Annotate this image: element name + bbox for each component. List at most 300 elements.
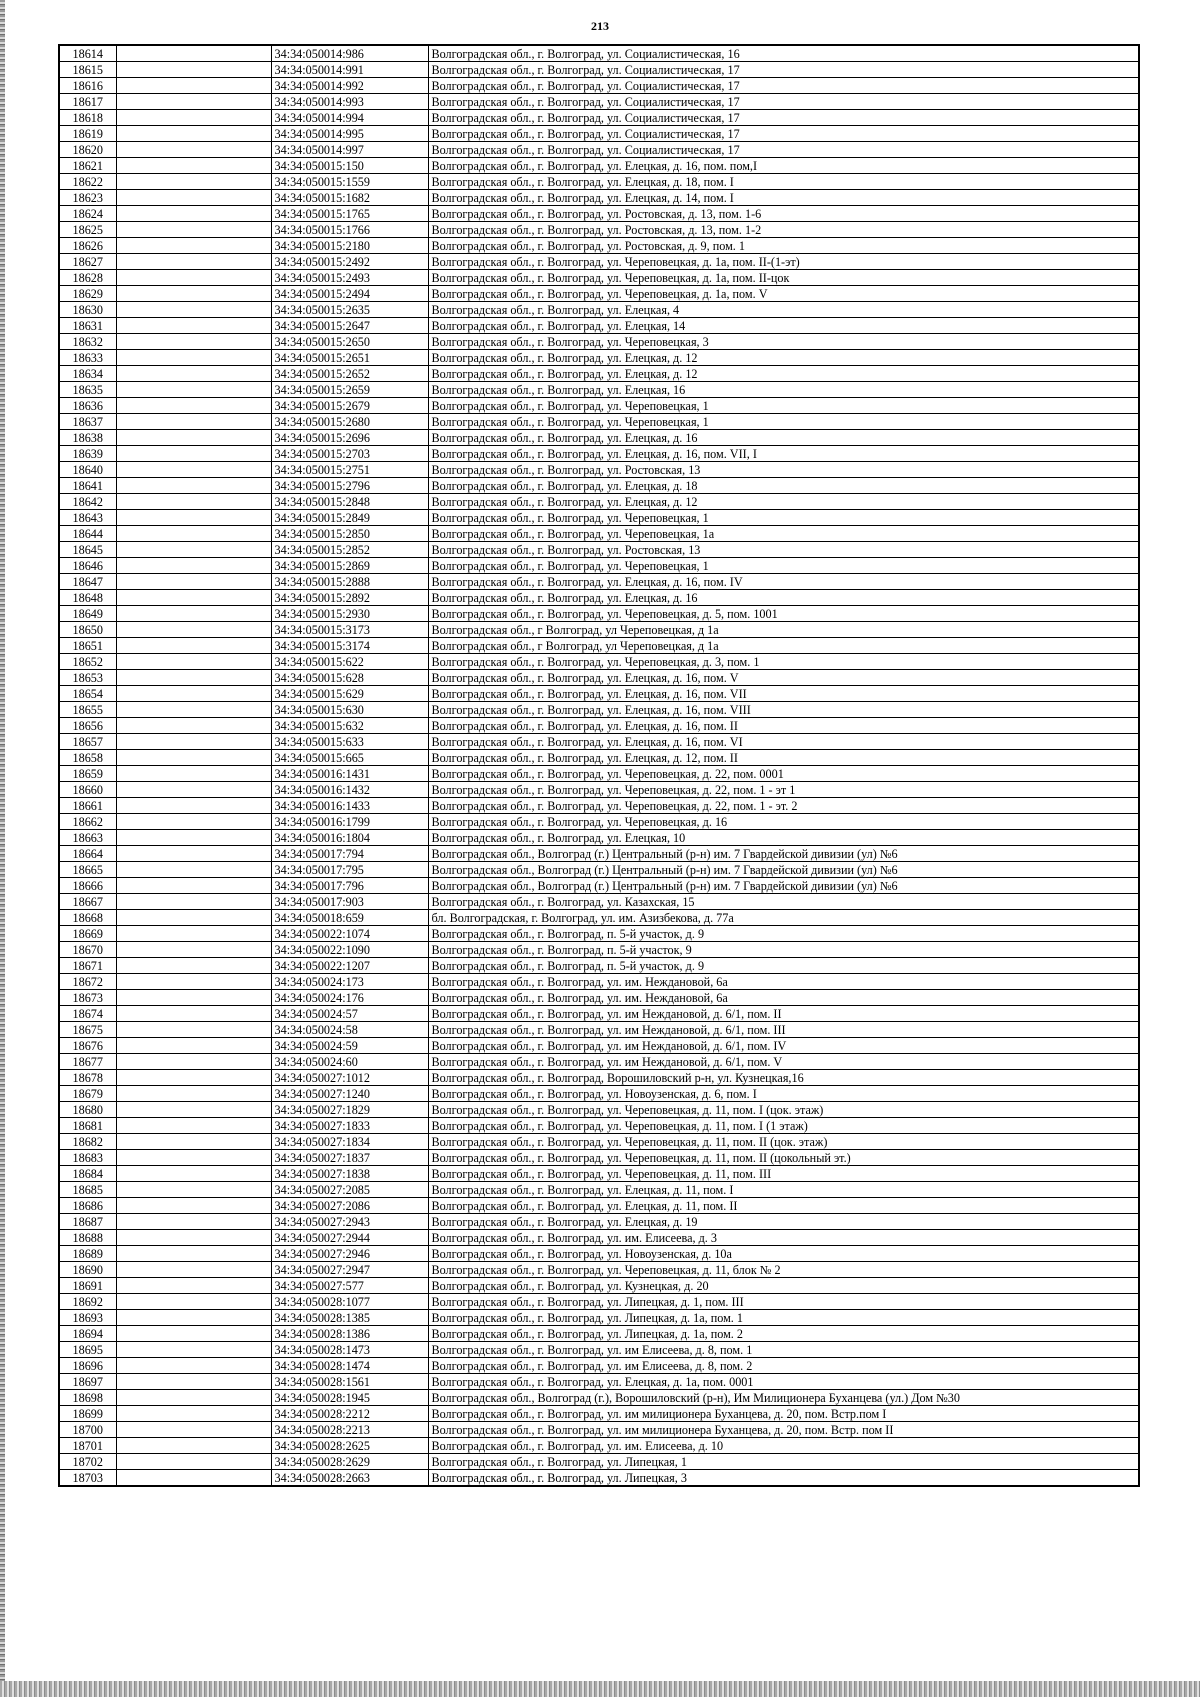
blank-cell [116,798,271,814]
row-number-cell: 18667 [59,894,116,910]
row-number-cell: 18644 [59,526,116,542]
cadastral-number-cell: 34:34:050015:3174 [271,638,428,654]
cadastral-number-cell: 34:34:050027:2947 [271,1262,428,1278]
row-number-cell: 18697 [59,1374,116,1390]
blank-cell [116,78,271,94]
blank-cell [116,1054,271,1070]
address-cell: Волгоградская обл., г. Волгоград, ул. Елецкая, 14 [428,318,1139,334]
row-number-cell: 18646 [59,558,116,574]
table-row [59,478,1139,494]
blank-cell [116,670,271,686]
cadastral-number-cell: 34:34:050015:2849 [271,510,428,526]
address-cell: Волгоградская обл., г. Волгоград, ул. Ростовская, д. 9, пом. 1 [428,238,1139,254]
blank-cell [116,254,271,270]
address-cell: Волгоградская обл., г. Волгоград, ул. Елецкая, д. 16 [428,430,1139,446]
address-cell: Волгоградская обл., г. Волгоград, ул. Елецкая, д. 18 [428,478,1139,494]
row-number-cell: 18641 [59,478,116,494]
blank-cell [116,126,271,142]
table-row [59,526,1139,542]
table-row [59,45,1139,62]
blank-cell [116,1454,271,1470]
blank-cell [116,846,271,862]
row-number-cell: 18670 [59,942,116,958]
blank-cell [116,1214,271,1230]
row-number-cell: 18694 [59,1326,116,1342]
cadastral-number-cell: 34:34:050024:173 [271,974,428,990]
table-row [59,814,1139,830]
address-cell: Волгоградская обл., г. Волгоград, ул. Елецкая, д. 11, пом. II [428,1198,1139,1214]
cadastral-number-cell: 34:34:050016:1432 [271,782,428,798]
cadastral-number-cell: 34:34:050015:1682 [271,190,428,206]
table-row [59,110,1139,126]
blank-cell [116,958,271,974]
address-cell: Волгоградская обл., г. Волгоград, ул. Липецкая, д. 1, пом. III [428,1294,1139,1310]
blank-cell [116,814,271,830]
blank-cell [116,574,271,590]
address-cell: Волгоградская обл., г. Волгоград, ул. Череповецкая, 1 [428,398,1139,414]
address-cell: Волгоградская обл., г. Волгоград, ул. Елецкая, д. 12 [428,350,1139,366]
row-number-cell: 18689 [59,1246,116,1262]
table-row [59,574,1139,590]
table-row [59,622,1139,638]
address-cell: Волгоградская обл., г. Волгоград, ул. Липецкая, 3 [428,1470,1139,1487]
row-number-cell: 18703 [59,1470,116,1487]
row-number-cell: 18680 [59,1102,116,1118]
address-cell: Волгоградская обл., г. Волгоград, ул. Ростовская, д. 13, пом. 1-6 [428,206,1139,222]
row-number-cell: 18631 [59,318,116,334]
address-cell: Волгоградская обл., г. Волгоград, ул. Череповецкая, д. 1а, пом. II-цок [428,270,1139,286]
address-cell: Волгоградская обл., г. Волгоград, ул. им. Елисеева, д. 10 [428,1438,1139,1454]
row-number-cell: 18639 [59,446,116,462]
blank-cell [116,430,271,446]
row-number-cell: 18642 [59,494,116,510]
table-row [59,1342,1139,1358]
row-number-cell: 18643 [59,510,116,526]
row-number-cell: 18677 [59,1054,116,1070]
cadastral-number-cell: 34:34:050015:2647 [271,318,428,334]
cadastral-number-cell: 34:34:050027:1012 [271,1070,428,1086]
cadastral-number-cell: 34:34:050027:1240 [271,1086,428,1102]
address-cell: Волгоградская обл., г. Волгоград, ул. Елецкая, д. 11, пом. I [428,1182,1139,1198]
blank-cell [116,270,271,286]
cadastral-number-cell: 34:34:050014:991 [271,62,428,78]
cadastral-number-cell: 34:34:050027:2946 [271,1246,428,1262]
row-number-cell: 18682 [59,1134,116,1150]
table-row [59,1150,1139,1166]
blank-cell [116,190,271,206]
row-number-cell: 18616 [59,78,116,94]
table-row [59,190,1139,206]
blank-cell [116,1102,271,1118]
address-cell: Волгоградская обл., г. Волгоград, ул. Липецкая, 1 [428,1454,1139,1470]
table-row [59,926,1139,942]
cadastral-number-cell: 34:34:050015:2492 [271,254,428,270]
cadastral-number-cell: 34:34:050028:2629 [271,1454,428,1470]
table-row [59,270,1139,286]
cadastral-number-cell: 34:34:050017:795 [271,862,428,878]
address-cell: Волгоградская обл., г. Волгоград, ул. Новоузенская, д. 10а [428,1246,1139,1262]
address-cell: Волгоградская обл., г. Волгоград, ул. Череповецкая, д. 16 [428,814,1139,830]
cadastral-number-cell: 34:34:050015:2892 [271,590,428,606]
table-row [59,350,1139,366]
cadastral-number-cell: 34:34:050027:1834 [271,1134,428,1150]
cadastral-number-cell: 34:34:050028:2213 [271,1422,428,1438]
blank-cell [116,45,271,62]
table-row [59,878,1139,894]
blank-cell [116,702,271,718]
cadastral-number-cell: 34:34:050015:630 [271,702,428,718]
table-row [59,1006,1139,1022]
cadastral-number-cell: 34:34:050015:1765 [271,206,428,222]
cadastral-number-cell: 34:34:050016:1433 [271,798,428,814]
cadastral-number-cell: 34:34:050015:2680 [271,414,428,430]
address-cell: Волгоградская обл., г. Волгоград, ул. Елецкая, д. 12, пом. II [428,750,1139,766]
row-number-cell: 18656 [59,718,116,734]
row-number-cell: 18636 [59,398,116,414]
address-cell: Волгоградская обл., г. Волгоград, ул. Елецкая, 16 [428,382,1139,398]
blank-cell [116,622,271,638]
blank-cell [116,206,271,222]
blank-cell [116,638,271,654]
address-cell: Волгоградская обл., г. Волгоград, ул. Елецкая, д. 16, пом. VIII [428,702,1139,718]
table-row [59,1070,1139,1086]
blank-cell [116,830,271,846]
address-cell: Волгоградская обл., г. Волгоград, ул. Ростовская, 13 [428,542,1139,558]
cadastral-number-cell: 34:34:050015:629 [271,686,428,702]
row-number-cell: 18648 [59,590,116,606]
table-row [59,1198,1139,1214]
table-row [59,542,1139,558]
row-number-cell: 18692 [59,1294,116,1310]
table-row [59,94,1139,110]
row-number-cell: 18660 [59,782,116,798]
row-number-cell: 18662 [59,814,116,830]
address-cell: бл. Волгоградская, г. Волгоград, ул. им. Азизбекова, д. 77а [428,910,1139,926]
blank-cell [116,990,271,1006]
address-cell: Волгоградская обл., г. Волгоград, ул. Елецкая, д. 16 [428,590,1139,606]
cadastral-number-cell: 34:34:050015:150 [271,158,428,174]
cadastral-number-cell: 34:34:050015:1766 [271,222,428,238]
address-cell: Волгоградская обл., г. Волгоград, ул. им Елисеева, д. 8, пом. 2 [428,1358,1139,1374]
address-cell: Волгоградская обл., г. Волгоград, ул. Череповецкая, д. 22, пом. 0001 [428,766,1139,782]
address-cell: Волгоградская обл., г. Волгоград, ул. Социалистическая, 17 [428,126,1139,142]
row-number-cell: 18655 [59,702,116,718]
cadastral-number-cell: 34:34:050016:1431 [271,766,428,782]
blank-cell [116,142,271,158]
table-row [59,1038,1139,1054]
blank-cell [116,1470,271,1487]
cadastral-number-cell: 34:34:050015:2850 [271,526,428,542]
scan-edge-left [0,0,5,1697]
blank-cell [116,1246,271,1262]
row-number-cell: 18620 [59,142,116,158]
cadastral-number-cell: 34:34:050027:1838 [271,1166,428,1182]
row-number-cell: 18702 [59,1454,116,1470]
row-number-cell: 18663 [59,830,116,846]
table-row [59,414,1139,430]
table-row [59,1086,1139,1102]
blank-cell [116,1358,271,1374]
row-number-cell: 18638 [59,430,116,446]
row-number-cell: 18645 [59,542,116,558]
property-table [58,44,1140,1487]
row-number-cell: 18651 [59,638,116,654]
blank-cell [116,350,271,366]
cadastral-number-cell: 34:34:050015:2651 [271,350,428,366]
address-cell: Волгоградская обл., г. Волгоград, ул. Социалистическая, 17 [428,142,1139,158]
blank-cell [116,1342,271,1358]
address-cell: Волгоградская обл., Волгоград (г.) Центральный (р-н) им. 7 Гвардейской дивизии (ул) №6 [428,846,1139,862]
blank-cell [116,1118,271,1134]
table-row [59,382,1139,398]
address-cell: Волгоградская обл., г. Волгоград, Ворошиловский р-н, ул. Кузнецкая,16 [428,1070,1139,1086]
table-row [59,958,1139,974]
address-cell: Волгоградская обл., г. Волгоград, ул. Елецкая, д. 18, пом. I [428,174,1139,190]
table-row [59,1422,1139,1438]
address-cell: Волгоградская обл., г. Волгоград, ул. Череповецкая, д. 11, блок № 2 [428,1262,1139,1278]
row-number-cell: 18618 [59,110,116,126]
blank-cell [116,1406,271,1422]
table-row [59,1262,1139,1278]
address-cell: Волгоградская обл., Волгоград (г.) Центральный (р-н) им. 7 Гвардейской дивизии (ул) №6 [428,862,1139,878]
address-cell: Волгоградская обл., г. Волгоград, ул. Елецкая, 4 [428,302,1139,318]
cadastral-number-cell: 34:34:050014:993 [271,94,428,110]
blank-cell [116,1086,271,1102]
row-number-cell: 18629 [59,286,116,302]
address-cell: Волгоградская обл., г. Волгоград, ул. Череповецкая, 1 [428,558,1139,574]
table-row [59,334,1139,350]
row-number-cell: 18627 [59,254,116,270]
table-row [59,990,1139,1006]
address-cell: Волгоградская обл., г. Волгоград, ул. Череповецкая, 3 [428,334,1139,350]
table-row [59,1230,1139,1246]
row-number-cell: 18624 [59,206,116,222]
cadastral-number-cell: 34:34:050014:995 [271,126,428,142]
address-cell: Волгоградская обл., г. Волгоград, ул. Социалистическая, 17 [428,62,1139,78]
blank-cell [116,446,271,462]
cadastral-number-cell: 34:34:050028:1561 [271,1374,428,1390]
blank-cell [116,62,271,78]
blank-cell [116,686,271,702]
address-cell: Волгоградская обл., г. Волгоград, ул. Елецкая, д. 12 [428,494,1139,510]
row-number-cell: 18649 [59,606,116,622]
address-cell: Волгоградская обл., г. Волгоград, ул. им. Елисеева, д. 3 [428,1230,1139,1246]
cadastral-number-cell: 34:34:050017:903 [271,894,428,910]
blank-cell [116,926,271,942]
cadastral-number-cell: 34:34:050024:58 [271,1022,428,1038]
table-row [59,158,1139,174]
address-cell: Волгоградская обл., г. Волгоград, ул. Череповецкая, д. 11, пом. I (1 этаж) [428,1118,1139,1134]
address-cell: Волгоградская обл., г. Волгоград, ул. Череповецкая, 1 [428,510,1139,526]
row-number-cell: 18650 [59,622,116,638]
cadastral-number-cell: 34:34:050015:2659 [271,382,428,398]
address-cell: Волгоградская обл., г. Волгоград, ул. им Неждановой, д. 6/1, пом. V [428,1054,1139,1070]
cadastral-number-cell: 34:34:050024:176 [271,990,428,1006]
cadastral-number-cell: 34:34:050015:2679 [271,398,428,414]
cadastral-number-cell: 34:34:050024:60 [271,1054,428,1070]
row-number-cell: 18695 [59,1342,116,1358]
blank-cell [116,1166,271,1182]
table-row [59,1406,1139,1422]
table-row [59,1470,1139,1487]
blank-cell [116,766,271,782]
table-row [59,734,1139,750]
blank-cell [116,1294,271,1310]
table-row [59,590,1139,606]
row-number-cell: 18654 [59,686,116,702]
row-number-cell: 18626 [59,238,116,254]
cadastral-number-cell: 34:34:050015:2751 [271,462,428,478]
table-row [59,174,1139,190]
cadastral-number-cell: 34:34:050015:2852 [271,542,428,558]
address-cell: Волгоградская обл., г. Волгоград, ул. Новоузенская, д. 6, пом. I [428,1086,1139,1102]
table-row [59,830,1139,846]
cadastral-number-cell: 34:34:050022:1207 [271,958,428,974]
page-number: 213 [591,19,609,33]
row-number-cell: 18614 [59,45,116,62]
blank-cell [116,1182,271,1198]
blank-cell [116,510,271,526]
cadastral-number-cell: 34:34:050024:59 [271,1038,428,1054]
cadastral-number-cell: 34:34:050027:2085 [271,1182,428,1198]
table-row [59,718,1139,734]
row-number-cell: 18630 [59,302,116,318]
address-cell: Волгоградская обл., г. Волгоград, ул. Ростовская, 13 [428,462,1139,478]
blank-cell [116,174,271,190]
table-row [59,318,1139,334]
row-number-cell: 18675 [59,1022,116,1038]
blank-cell [116,286,271,302]
cadastral-number-cell: 34:34:050015:2703 [271,446,428,462]
row-number-cell: 18672 [59,974,116,990]
blank-cell [116,1374,271,1390]
table-row [59,654,1139,670]
table-row [59,766,1139,782]
row-number-cell: 18700 [59,1422,116,1438]
row-number-cell: 18625 [59,222,116,238]
row-number-cell: 18658 [59,750,116,766]
blank-cell [116,382,271,398]
blank-cell [116,1422,271,1438]
blank-cell [116,1006,271,1022]
address-cell: Волгоградская обл., г. Волгоград, ул. Липецкая, д. 1а, пом. 2 [428,1326,1139,1342]
table-row [59,606,1139,622]
blank-cell [116,910,271,926]
table-row [59,702,1139,718]
row-number-cell: 18617 [59,94,116,110]
address-cell: Волгоградская обл., г. Волгоград, ул. Череповецкая, д. 1а, пом. V [428,286,1139,302]
table-row [59,446,1139,462]
blank-cell [116,894,271,910]
cadastral-number-cell: 34:34:050015:2493 [271,270,428,286]
address-cell: Волгоградская обл., г. Волгоград, ул. Елецкая, д. 16, пом. IV [428,574,1139,590]
row-number-cell: 18701 [59,1438,116,1454]
cadastral-number-cell: 34:34:050028:1385 [271,1310,428,1326]
blank-cell [116,478,271,494]
row-number-cell: 18673 [59,990,116,1006]
address-cell: Волгоградская обл., г. Волгоград, ул. Елецкая, д. 16, пом. пом,I [428,158,1139,174]
table-row [59,366,1139,382]
address-cell: Волгоградская обл., г. Волгоград, ул. Череповецкая, д. 11, пом. III [428,1166,1139,1182]
row-number-cell: 18635 [59,382,116,398]
row-number-cell: 18669 [59,926,116,942]
address-cell: Волгоградская обл., г. Волгоград, ул. Череповецкая, д. 3, пом. 1 [428,654,1139,670]
cadastral-number-cell: 34:34:050014:994 [271,110,428,126]
row-number-cell: 18678 [59,1070,116,1086]
row-number-cell: 18633 [59,350,116,366]
blank-cell [116,1134,271,1150]
cadastral-number-cell: 34:34:050024:57 [271,1006,428,1022]
cadastral-number-cell: 34:34:050015:2696 [271,430,428,446]
row-number-cell: 18621 [59,158,116,174]
blank-cell [116,462,271,478]
cadastral-number-cell: 34:34:050028:1386 [271,1326,428,1342]
cadastral-number-cell: 34:34:050028:1474 [271,1358,428,1374]
address-cell: Волгоградская обл., г. Волгоград, ул. Елецкая, д. 14, пом. I [428,190,1139,206]
address-cell: Волгоградская обл., г. Волгоград, ул. Казахская, 15 [428,894,1139,910]
row-number-cell: 18684 [59,1166,116,1182]
address-cell: Волгоградская обл., г. Волгоград, ул. им милиционера Буханцева, д. 20, пом. Встр. пом II [428,1422,1139,1438]
table-row [59,254,1139,270]
row-number-cell: 18683 [59,1150,116,1166]
table-row [59,974,1139,990]
table-row [59,222,1139,238]
row-number-cell: 18688 [59,1230,116,1246]
cadastral-number-cell: 34:34:050014:997 [271,142,428,158]
table-row [59,238,1139,254]
blank-cell [116,366,271,382]
address-cell: Волгоградская обл., г. Волгоград, ул. Ростовская, д. 13, пом. 1-2 [428,222,1139,238]
blank-cell [116,558,271,574]
blank-cell [116,606,271,622]
blank-cell [116,1310,271,1326]
cadastral-number-cell: 34:34:050015:2650 [271,334,428,350]
blank-cell [116,334,271,350]
cadastral-number-cell: 34:34:050027:1837 [271,1150,428,1166]
cadastral-number-cell: 34:34:050015:622 [271,654,428,670]
cadastral-number-cell: 34:34:050027:2944 [271,1230,428,1246]
address-cell: Волгоградская обл., г. Волгоград, ул. Социалистическая, 17 [428,94,1139,110]
row-number-cell: 18623 [59,190,116,206]
blank-cell [116,1038,271,1054]
blank-cell [116,1022,271,1038]
table-row [59,398,1139,414]
blank-cell [116,878,271,894]
blank-cell [116,718,271,734]
table-row [59,1358,1139,1374]
table-row [59,1182,1139,1198]
address-cell: Волгоградская обл., г. Волгоград, ул. Социалистическая, 16 [428,45,1139,62]
address-cell: Волгоградская обл., Волгоград (г.), Ворошиловский (р-н), Им Милиционера Буханцева (ул.) Дом №30 [428,1390,1139,1406]
blank-cell [116,1230,271,1246]
address-cell: Волгоградская обл., г. Волгоград, ул. им. Неждановой, 6а [428,974,1139,990]
row-number-cell: 18659 [59,766,116,782]
blank-cell [116,414,271,430]
cadastral-number-cell: 34:34:050015:2652 [271,366,428,382]
address-cell: Волгоградская обл., г. Волгоград, ул. Череповецкая, д. 5, пом. 1001 [428,606,1139,622]
blank-cell [116,110,271,126]
row-number-cell: 18690 [59,1262,116,1278]
blank-cell [116,494,271,510]
address-cell: Волгоградская обл., г. Волгоград, ул. Елецкая, д. 16, пом. V [428,670,1139,686]
row-number-cell: 18665 [59,862,116,878]
cadastral-number-cell: 34:34:050016:1804 [271,830,428,846]
cadastral-number-cell: 34:34:050016:1799 [271,814,428,830]
blank-cell [116,526,271,542]
cadastral-number-cell: 34:34:050027:1833 [271,1118,428,1134]
table-row [59,1134,1139,1150]
address-cell: Волгоградская обл., г Волгоград, ул Череповецкая, д 1а [428,622,1139,638]
